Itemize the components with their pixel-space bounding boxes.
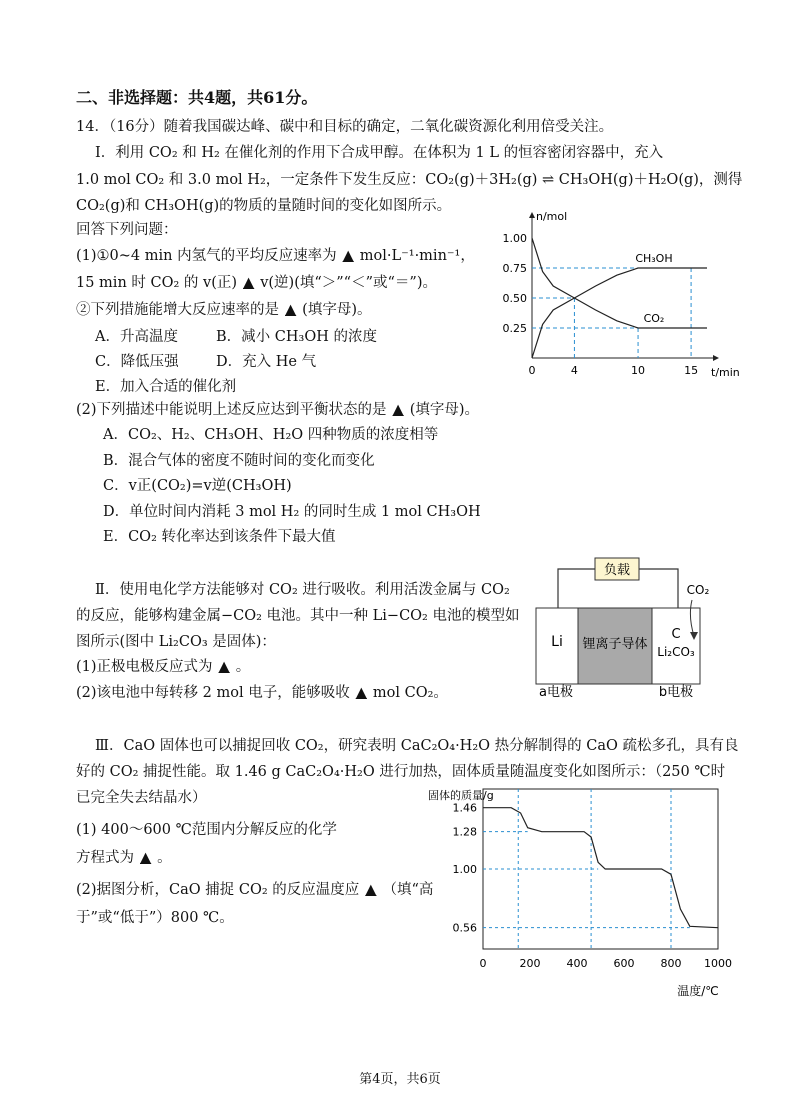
- li2co3-label: Li₂CO₃: [657, 645, 695, 659]
- q2-option-c: C．v正(CO₂)=v逆(CH₃OH): [103, 478, 292, 494]
- answer-blank[interactable]: ▲: [342, 248, 354, 264]
- option-d: D．充入 He 气: [216, 354, 317, 370]
- y-tick-label: 0.75: [502, 262, 527, 275]
- part2-intro-line1: Ⅱ．使用电化学方法能够对 CO₂ 进行吸收。利用活泼金属与 CO₂: [95, 582, 510, 598]
- answer-blank[interactable]: ▲: [218, 659, 230, 675]
- part1-q2: (2)下列描述中能说明上述反应达到平衡状态的是 ▲ (填字母)。: [76, 402, 480, 418]
- a-electrode-label: a电极: [539, 685, 573, 700]
- x-tick-label: 10: [631, 364, 646, 377]
- co2-label: CO₂: [686, 583, 710, 597]
- y-axis-arrow: [529, 212, 535, 218]
- y-tick-label: 0.56: [452, 921, 477, 935]
- answer-blank[interactable]: ▲: [243, 275, 255, 291]
- answer-blank[interactable]: ▲: [392, 402, 404, 418]
- question-14-header: 14．（16分）随着我国碳达峰、碳中和目标的确定，二氧化碳资源化利用倍受关注。: [76, 119, 614, 135]
- c-label: C: [671, 627, 681, 642]
- part1-q1a: (1)①0~4 min 内氢气的平均反应速率为 ▲ mol·L⁻¹·min⁻¹，: [76, 248, 475, 264]
- answer-blank[interactable]: ▲: [355, 685, 367, 701]
- part1-intro-line2: 1.0 mol CO₂ 和 3.0 mol H₂，一定条件下发生反应：CO₂(g)＋3H₂(g) ⇌ CH₃OH(g)＋H₂O(g)，测得: [76, 172, 743, 188]
- wire: [639, 569, 678, 608]
- part3-q2-line2: 于”或“低于”）800 ℃。: [76, 910, 234, 926]
- x-axis-arrow: [713, 355, 719, 361]
- part3-intro-line1: Ⅲ．CaO 固体也可以捕捉回收 CO₂，研究表明 CaC₂O₄·H₂O 热分解制得的 CaO 疏松多孔，具有良: [95, 738, 739, 754]
- part2-intro-line2: 的反应，能够构建金属−CO₂ 电池。其中一种 Li−CO₂ 电池的模型如: [76, 608, 520, 624]
- series-label: CH₃OH: [635, 252, 673, 265]
- part2-q2: (2)该电池中每转移 2 mol 电子，能够吸收 ▲ mol CO₂。: [76, 685, 448, 701]
- x-tick-label: 400: [566, 957, 588, 970]
- x-tick-label: 4: [570, 364, 578, 377]
- li-label: Li: [551, 634, 563, 650]
- q2-option-e: E．CO₂ 转化率达到该条件下最大值: [103, 529, 336, 545]
- answer-blank[interactable]: ▲: [140, 850, 152, 866]
- amount-vs-time-chart: [500, 208, 740, 379]
- x-tick-label: 800: [660, 957, 682, 970]
- part2-intro-line3: 图所示(图中 Li₂CO₃ 是固体)：: [76, 634, 276, 650]
- x-tick-label: 15: [684, 364, 699, 377]
- q2-option-a: A．CO₂、H₂、CH₃OH、H₂O 四种物质的浓度相等: [103, 427, 439, 443]
- series-label: CO₂: [643, 312, 665, 325]
- x-tick-label: 200: [519, 957, 541, 970]
- y-axis-label: 固体的质量/g: [428, 789, 494, 802]
- x-axis-label: t/min: [711, 366, 740, 379]
- part1-prompt: 回答下列问题：: [76, 222, 178, 238]
- option-c: C．降低压强: [95, 354, 179, 370]
- y-tick-label: 1.00: [452, 863, 477, 876]
- part1-intro-line1: Ⅰ．利用 CO₂ 和 H₂ 在催化剂的作用下合成甲醇。在体积为 1 L 的恒容密闭容器中，充入: [95, 145, 664, 161]
- x-tick-label: 1000: [704, 957, 732, 970]
- part2-q1: (1)正极电极反应式为 ▲ 。: [76, 659, 251, 675]
- answer-blank[interactable]: ▲: [365, 882, 377, 898]
- x-tick-label: 0: [479, 957, 487, 970]
- series-line: [532, 268, 707, 358]
- section-title: 二、非选择题：共4题，共61分。: [76, 88, 318, 107]
- part3-q1-line1: (1) 400～600 ℃范围内分解反应的化学: [76, 822, 337, 838]
- y-tick-label: 0.25: [502, 322, 527, 335]
- mass-vs-temperature-chart: [408, 783, 748, 998]
- part3-intro-line3: 已完全失去结晶水）: [76, 790, 207, 806]
- wire: [558, 569, 595, 608]
- load-label: 负载: [603, 563, 631, 578]
- answer-blank[interactable]: ▲: [285, 302, 297, 318]
- q2-option-b: B．混合气体的密度不随时间的变化而变化: [103, 453, 375, 469]
- y-axis-label: n/mol: [536, 210, 568, 223]
- x-tick-label: 600: [613, 957, 635, 970]
- y-tick-label: 1.46: [452, 801, 477, 815]
- option-b: B．减小 CH₃OH 的浓度: [216, 329, 377, 345]
- y-tick-label: 1.00: [502, 232, 527, 245]
- x-tick-label: 0: [528, 364, 536, 377]
- y-tick-label: 0.50: [502, 292, 527, 305]
- b-electrode-label: b电极: [658, 685, 694, 700]
- option-e: E．加入合适的催化剂: [95, 379, 237, 395]
- x-axis-label: 温度/℃: [677, 984, 719, 998]
- y-tick-label: 1.28: [452, 825, 477, 839]
- part3-q1-line2: 方程式为 ▲ 。: [76, 850, 172, 866]
- part1-q1b: 15 min 时 CO₂ 的 v(正) ▲ v(逆)(填“＞”“＜”或“＝”)。: [76, 275, 437, 291]
- part1-q1c: ②下列措施能增大反应速率的是 ▲ (填字母)。: [76, 302, 372, 318]
- page-footer: 第4页，共6页: [359, 1072, 441, 1087]
- series-line: [532, 238, 707, 328]
- q2-option-d: D．单位时间内消耗 3 mol H₂ 的同时生成 1 mol CH₃OH: [103, 504, 481, 520]
- part3-intro-line2: 好的 CO₂ 捕捉性能。取 1.46 g CaC₂O₄·H₂O 进行加热，固体质量随温度变化如图所示：（250 ℃时: [76, 764, 726, 780]
- conductor-label: 锂离子导体: [582, 637, 648, 652]
- part3-q2-line1: (2)据图分析，CaO 捕捉 CO₂ 的反应温度应 ▲ （填“高: [76, 882, 434, 898]
- li-co2-battery-diagram: [530, 556, 730, 698]
- option-a: A．升高温度: [95, 329, 178, 345]
- part1-intro-line3: CO₂(g)和 CH₃OH(g)的物质的量随时间的变化如图所示。: [76, 198, 452, 214]
